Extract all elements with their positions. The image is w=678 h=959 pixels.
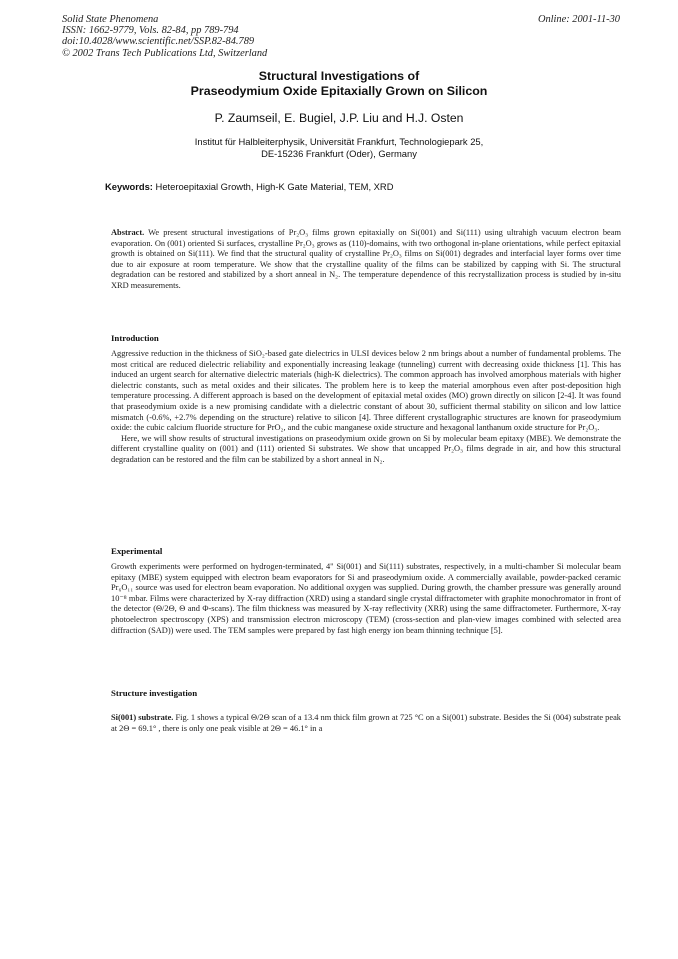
affiliation-line-2: DE-15236 Frankfurt (Oder), Germany [261,147,417,159]
affiliation-line-1: Institut für Halbleiterphysik, Universität Frankfurt, Technologiepark 25, [194,136,484,147]
author-list: P. Zaumseil, E. Bugiel, J.P. Liu and H.J. Osten [214,111,464,125]
structure-text: Fig. 1 shows a typical Θ/2Θ scan of a 13.4 nm thick film grown at 725 °C on a Si(001) substrate. Besides the Si (004) substrate peak at 2Θ = 69.1° , there is only one peak visible at 2Θ = 46.1° in a [111,713,621,733]
online-date: Online: 2001-11-30 [537,14,620,25]
copyright-line: © 2002 Trans Tech Publications Ltd, Switzerland [62,47,268,59]
keywords-label: Keywords: [105,181,153,192]
introduction-heading: Introduction [111,333,159,343]
introduction-body [111,349,621,466]
abstract [111,228,621,292]
journal-header [62,14,267,59]
journal-name: Solid State Phenomena [62,14,159,25]
keywords-text: Heteroepitaxial Growth, High-K Gate Material, TEM, XRD [152,181,394,192]
structure-heading: Structure investigation [111,688,198,698]
structure-body [111,713,621,734]
abstract-text: We present structural investigations of Pr₂O₃ films grown epitaxially on Si(001) and Si(111) using ultrahigh vacuum electron beam evaporation. On (001) oriented Si surfaces, crystalline Pr₂O₃ grows as (110)-domains, with two orthogonal in-plane orientations, while perfect epitaxial growth is obtained on Si(111). We find that the structural quality of crystalline Pr₂O₃ films on Si(001) degrades and interfacial layer forms over time due to air exposure at room temperature. We show that the crystalline quality of the films can be stabilized by capping with Si. The structural degradation can be restored and stabilized by a short anneal in N₂. The temperature dependence of this recrystallization process is studied by in-situ XRD measurements. [111,228,621,290]
experimental-heading: Experimental [111,546,163,556]
affiliation [0,136,678,159]
title-line-2: Praseodymium Oxide Epitaxially Grown on Silicon [190,84,488,98]
title-line-1: Structural Investigations of [258,69,420,83]
structure-lead: Si(001) substrate. [111,713,174,722]
keywords [105,181,393,192]
paper-title [0,69,678,99]
introduction-paragraph-1: Aggressive reduction in the thickness of SiO₂-based gate dielectrics in ULSI devices below 2 nm brings about a number of fundamental problems. The most critical are reduced dielectric reliability and exponentially increasing leakage (tunneling) current with decreasing oxide thickness [1]. This has induced an urgent search for alternative dielectric materials (high-K dielectrics). The common approach has involved amorphous materials with higher dielectric constants, such as metal oxides and their silicates. The problem here is to keep the material amorphous even after post-deposition high temperature processing. A different approach is based on the development of epitaxial metal oxides (MO) grown directly on silicon [2-4]. It was found that praseodymium oxide is a new promising candidate with a dielectric constant of about 30, sufficient thermal stability on silicon and low lattice mismatch (-0.6%, +2.7% depending on the structure) relative to silicon [4]. Three different crystallographic structures are known for praseodymium oxide: the cubic calcium fluoride structure for PrO₂, and the cubic manganese oxide structure and hexagonal lanthanum oxide structure for Pr₂O₃. [111,349,621,433]
introduction-paragraph-2: Here, we will show results of structural investigations on praseodymium oxide grown on Si by molecular beam epitaxy (MBE). We demonstrate the different crystalline quality on (001) and (111) oriented Si substrates. We show that uncapped Pr₂O₃ films degrade in air, and how this structural degradation can be restored and the film can be stabilized by a short anneal in N₂. [111,433,621,464]
abstract-label: Abstract. [111,228,145,237]
experimental-body: Growth experiments were performed on hydrogen-terminated, 4" Si(001) and Si(111) substrates, respectively, in a multi-chamber Si molecular beam epitaxy (MBE) system equipped with electron beam evaporators for Si and praseodymium oxide. A commercially available, powder-packed ceramic Pr₆O₁₁ source was used for electron beam evaporation. No additional oxygen was supplied. During growth, the chamber pressure was generally around 10⁻⁸ mbar. Films were characterized by X-ray diffraction (XRD) using a standard single crystal diffractometer with graphite monochromator in front of the detector (Θ/2Θ, Θ and Φ-scans). The film thickness was measured by X-ray reflectivity (XRR) using the same diffractometer. Furthermore, X-ray photoelectron spectroscopy (XPS) and transmission electron microscopy (TEM) (cross-section and plan-view images combined with selected area diffraction (SAD)) were used. The TEM samples were prepared by fast high energy ion beam thinning technique [5]. [111,562,621,635]
doi-line: doi:10.4028/www.scientific.net/SSP.82-84.789 [62,36,255,48]
issn-line: ISSN: 1662-9779, Vols. 82-84, pp 789-794 [62,25,239,37]
